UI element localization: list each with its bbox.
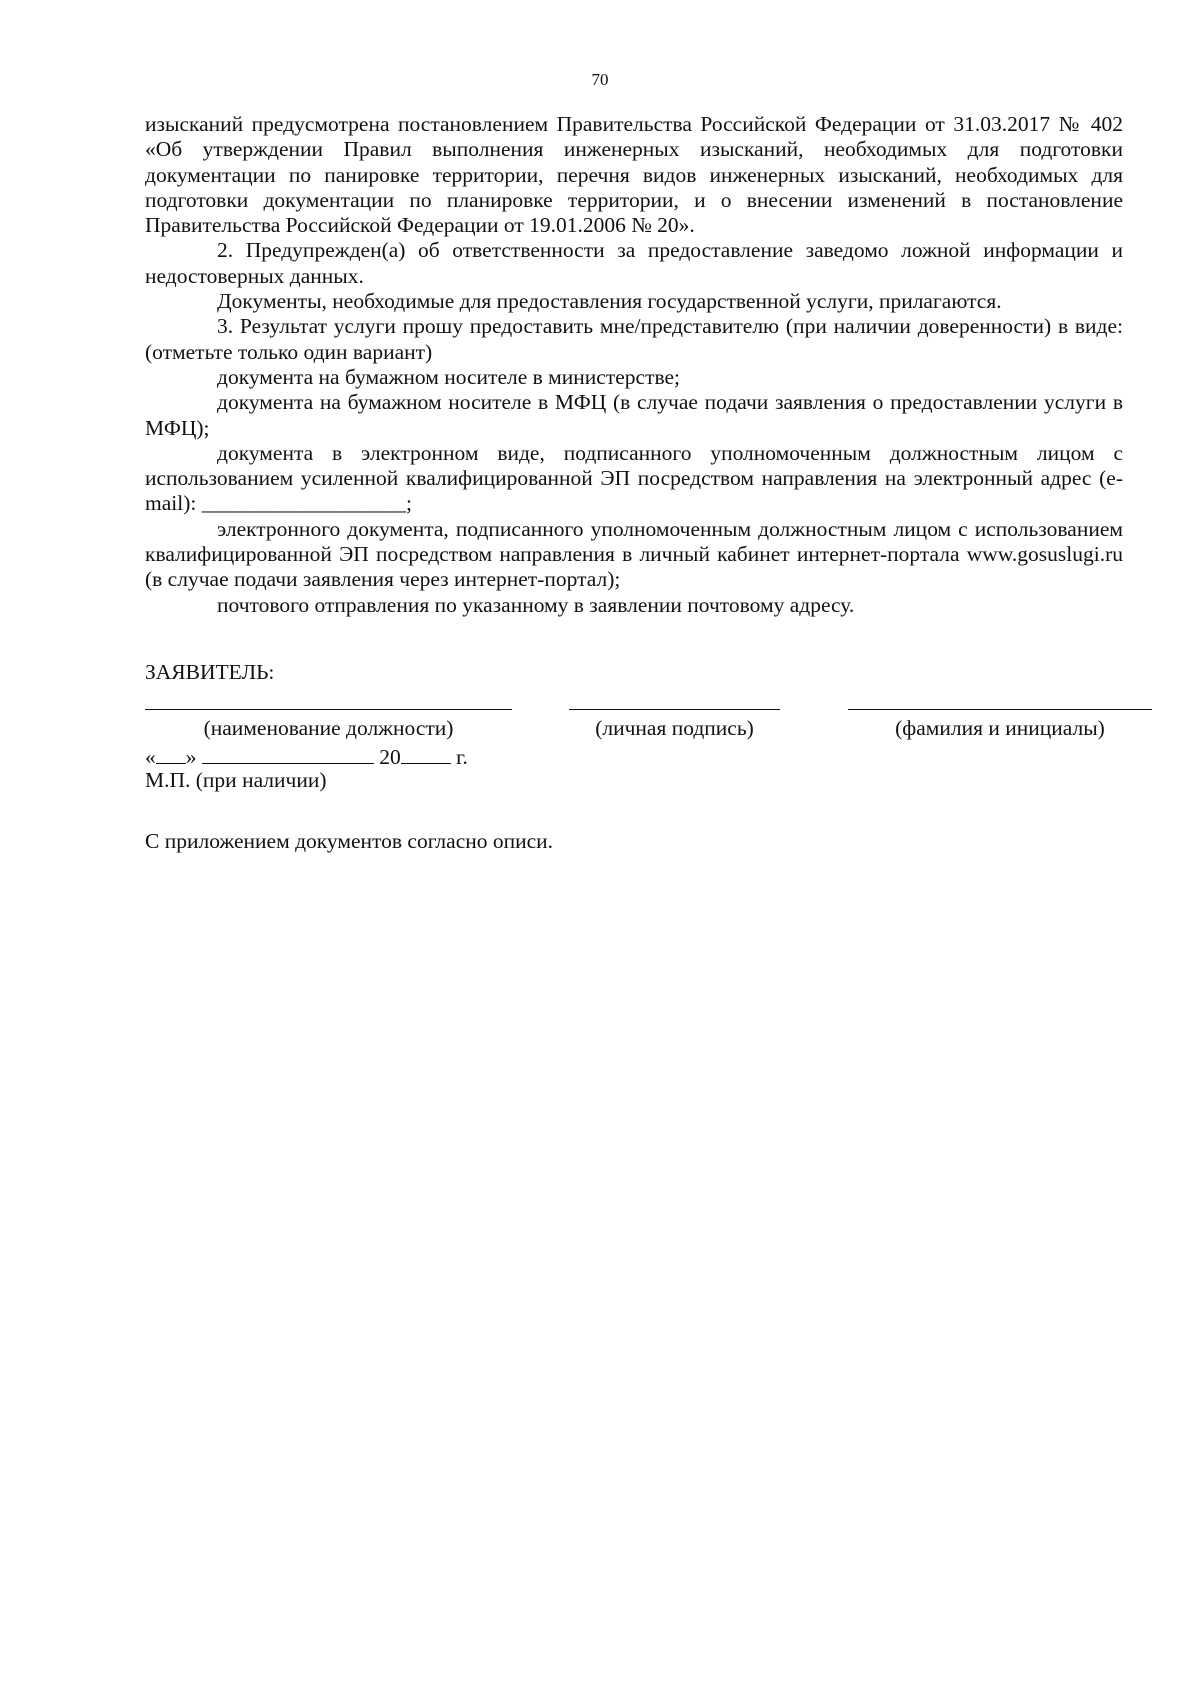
- application-body: [145, 112, 1123, 618]
- month-blank: [202, 743, 374, 764]
- paragraph-surveys-regulation: изысканий предусмотрена постановлением Правительства Российской Федерации от 31.03.2017 № 402 «Об утверждении Правил выполнения инженерных изысканий, необходимых для подготовки документации по панировке территории, перечня видов инженерных изысканий, необходимых для подготовки документации по планировке территории, и о внесении изменений в постановление Правительства Российской Федерации от 19.01.2006 № 20».: [145, 112, 1123, 238]
- year-suffix: г.: [456, 745, 468, 769]
- option-electronic-portal: электронного документа, подписанного уполномоченным должностным лицом с использованием квалифицированной ЭП посредством направления в личный кабинет интернет-портала www.gosuslugi.ru (в случае подачи заявления через интернет-портал);: [145, 516, 1123, 592]
- paragraph-result-format: 3. Результат услуги прошу предоставить мне/представителю (при наличии доверенности) в виде: (отметьте только один вариант): [145, 314, 1123, 364]
- attachments-note: С приложением документов согласно описи.: [145, 829, 554, 853]
- date-open-quote: «: [145, 745, 156, 769]
- option-electronic-email: документа в электронном виде, подписанного уполномоченным должностным лицом с использованием усиленной квалифицированной ЭП посредством направления на электронный адрес (e-mail): ___________________;: [145, 440, 1123, 516]
- signature-caption: (личная подпись): [595, 716, 754, 740]
- name-caption: (фамилия и инициалы): [895, 716, 1105, 740]
- signature-line: [569, 709, 780, 710]
- applicant-label: ЗАЯВИТЕЛЬ:: [145, 660, 275, 684]
- paragraph-liability-warning: 2. Предупрежден(а) об ответственности за предоставление заведомо ложной информации и недостоверных данных.: [145, 238, 1123, 288]
- page-number: 70: [591, 70, 609, 89]
- option-postal: почтового отправления по указанному в заявлении почтовому адресу.: [217, 592, 855, 617]
- year-blank: [401, 743, 451, 764]
- position-line: [145, 709, 512, 710]
- option-paper-ministry: документа на бумажном носителе в министерстве;: [217, 364, 681, 389]
- date-line: [145, 743, 468, 770]
- name-line: [848, 709, 1152, 710]
- position-caption: (наименование должности): [203, 716, 454, 740]
- date-close-quote: »: [185, 745, 197, 769]
- option-paper-mfc: документа на бумажном носителе в МФЦ (в случае подачи заявления о предоставлении услуги в МФЦ);: [145, 390, 1123, 440]
- stamp-note: М.П. (при наличии): [145, 768, 327, 792]
- paragraph-documents-attached: Документы, необходимые для предоставления государственной услуги, прилагаются.: [217, 289, 1002, 314]
- day-blank: [156, 743, 186, 764]
- year-prefix: 20: [379, 745, 401, 769]
